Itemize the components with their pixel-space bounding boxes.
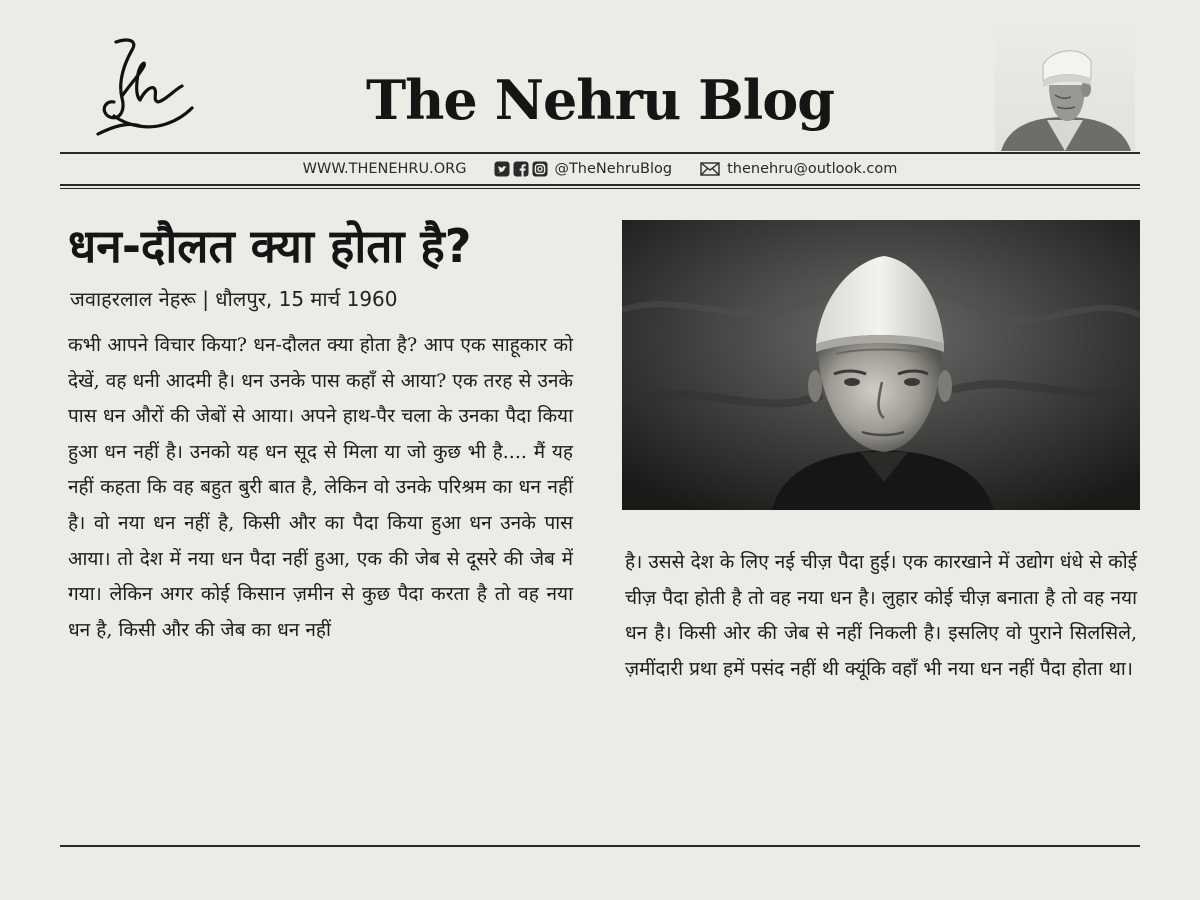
email-address[interactable]: thenehru@outlook.com — [727, 161, 898, 177]
facebook-icon[interactable] — [513, 161, 529, 177]
nehru-photograph — [622, 220, 1140, 510]
instagram-icon[interactable] — [532, 161, 548, 177]
mail-icon — [700, 162, 720, 176]
article-body-right-column: है। उससे देश के लिए नई चीज़ पैदा हुई। एक कारखाने में उद्योग धंधे से कोई चीज़ पैदा होती है तो वह नया धन है। लुहार कोई चीज़ बनाता है तो वह नया धन है। किसी ओर की जेब से नहीं निकली है। इसलिए वो पुराने सिलसिले, ज़मींदारी प्रथा हमें पसंद नहीं थी क्यूंकि वहाँ भी नया धन नहीं पैदा होता था। — [625, 551, 1137, 680]
header-rule-bottom-thin — [60, 188, 1140, 189]
website-link[interactable]: WWW.THENEHRU.ORG — [302, 161, 467, 177]
footer-rule — [60, 845, 1140, 847]
twitter-icon[interactable] — [494, 161, 510, 177]
article-headline: धन-दौलत क्या होता है? — [68, 219, 472, 273]
article-byline: जवाहरलाल नेहरू | धौलपुर, 15 मार्च 1960 — [70, 287, 398, 311]
info-bar — [0, 158, 1200, 180]
article-body-left-column: कभी आपने विचार किया? धन-दौलत क्या होता है? आप एक साहूकार को देखें, वह धनी आदमी है। धन उनके पास कहाँ से आया? एक तरह से उनके पास धन औरों की जेबों से आया। अपने हाथ-पैर चला के उनका पैदा किया हुआ धन नहीं है। उनको यह धन सूद से मिला या जो कुछ भी है.... मैं यह नहीं कहता कि वह बहुत बुरी बात है, लेकिन वो उनके परिश्रम का धन नहीं है। वो नया धन नहीं है, किसी और का पैदा किया हुआ धन उनके पास आया। तो देश में नया धन पैदा नहीं हुआ, एक की जेब से दूसरे की जेब में गया। लेकिन अगर कोई किसान ज़मीन से कुछ पैदा करता है तो वह नया धन है, किसी और की जेब का धन नहीं — [68, 334, 573, 641]
header-rule-bottom — [60, 184, 1140, 186]
author-portrait-small — [995, 25, 1135, 151]
blog-title: The Nehru Blog — [365, 68, 835, 132]
social-links — [494, 161, 672, 177]
email-contact — [700, 161, 897, 177]
social-handle[interactable]: @TheNehruBlog — [554, 161, 673, 177]
header-rule-top — [60, 152, 1140, 154]
